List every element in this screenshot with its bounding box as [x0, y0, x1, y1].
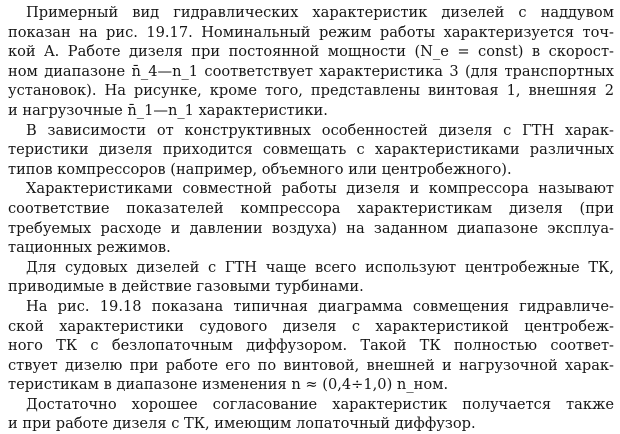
text-line: В зависимости от конструктивных особенностей дизеля с ГТН харак- [26, 121, 614, 139]
text-line: установок). На рисунке, кроме того, представлены винтовая 1, внешняя 2 [8, 82, 614, 100]
text-line: требуемых расходе и давлении воздуха) на заданном диапазоне эксплуа- [8, 219, 614, 237]
text-line: ного ТК с безлопаточным диффузором. Такой ТК полностью соответ- [8, 337, 614, 355]
text-line: кой A. Работе дизеля при постоянной мощности (N_e = const) в скорост- [8, 43, 614, 61]
text-line: На рис. 19.18 показана типичная диаграмма совмещения гидравличе- [26, 297, 614, 315]
text-line: Достаточно хорошее согласование характеристик получается также [26, 395, 614, 413]
paragraph-2 [8, 121, 614, 180]
text-line: Для судовых дизелей с ГТН чаще всего используют центробежные ТК, [26, 258, 614, 276]
text-line: и при работе дизеля с ТК, имеющим лопаточный диффузор. [8, 415, 476, 433]
paragraph-5 [8, 297, 614, 395]
paragraph-3 [8, 179, 614, 257]
text-line: ской характеристики судового дизеля с характеристикой центробеж- [8, 317, 614, 335]
text-line: тационных режимов. [8, 239, 171, 257]
text-line: ном диапазоне n̄_4—n_1 соответствует характеристика 3 (для транспортных [8, 62, 614, 80]
paragraph-4 [8, 258, 614, 297]
text-line: типов компрессоров (например, объемного или центробежного). [8, 160, 512, 178]
text-line: показан на рис. 19.17. Номинальный режим работы характеризуется точ- [8, 23, 614, 41]
text-line: Характеристиками совместной работы дизеля и компрессора называют [26, 180, 614, 198]
text-line: Примерный вид гидравлических характеристик дизелей с наддувом [26, 4, 614, 21]
paragraph-1 [8, 3, 614, 121]
text-line: теристики дизеля приходится совмещать с характеристиками различных [8, 141, 614, 159]
text-line: ствует дизелю при работе его по винтовой, внешней и нагрузочной харак- [8, 356, 614, 374]
paragraph-6 [8, 395, 614, 434]
text-line: соответствие показателей компрессора характеристикам дизеля (при [8, 199, 614, 217]
text-line: теристикам в диапазоне изменения n ≈ (0,4÷1,0) n_ном. [8, 376, 449, 394]
text-line: приводимые в действие газовыми турбинами. [8, 278, 364, 296]
text-line: и нагрузочные n̄_1—n_1 характеристики. [8, 101, 328, 119]
